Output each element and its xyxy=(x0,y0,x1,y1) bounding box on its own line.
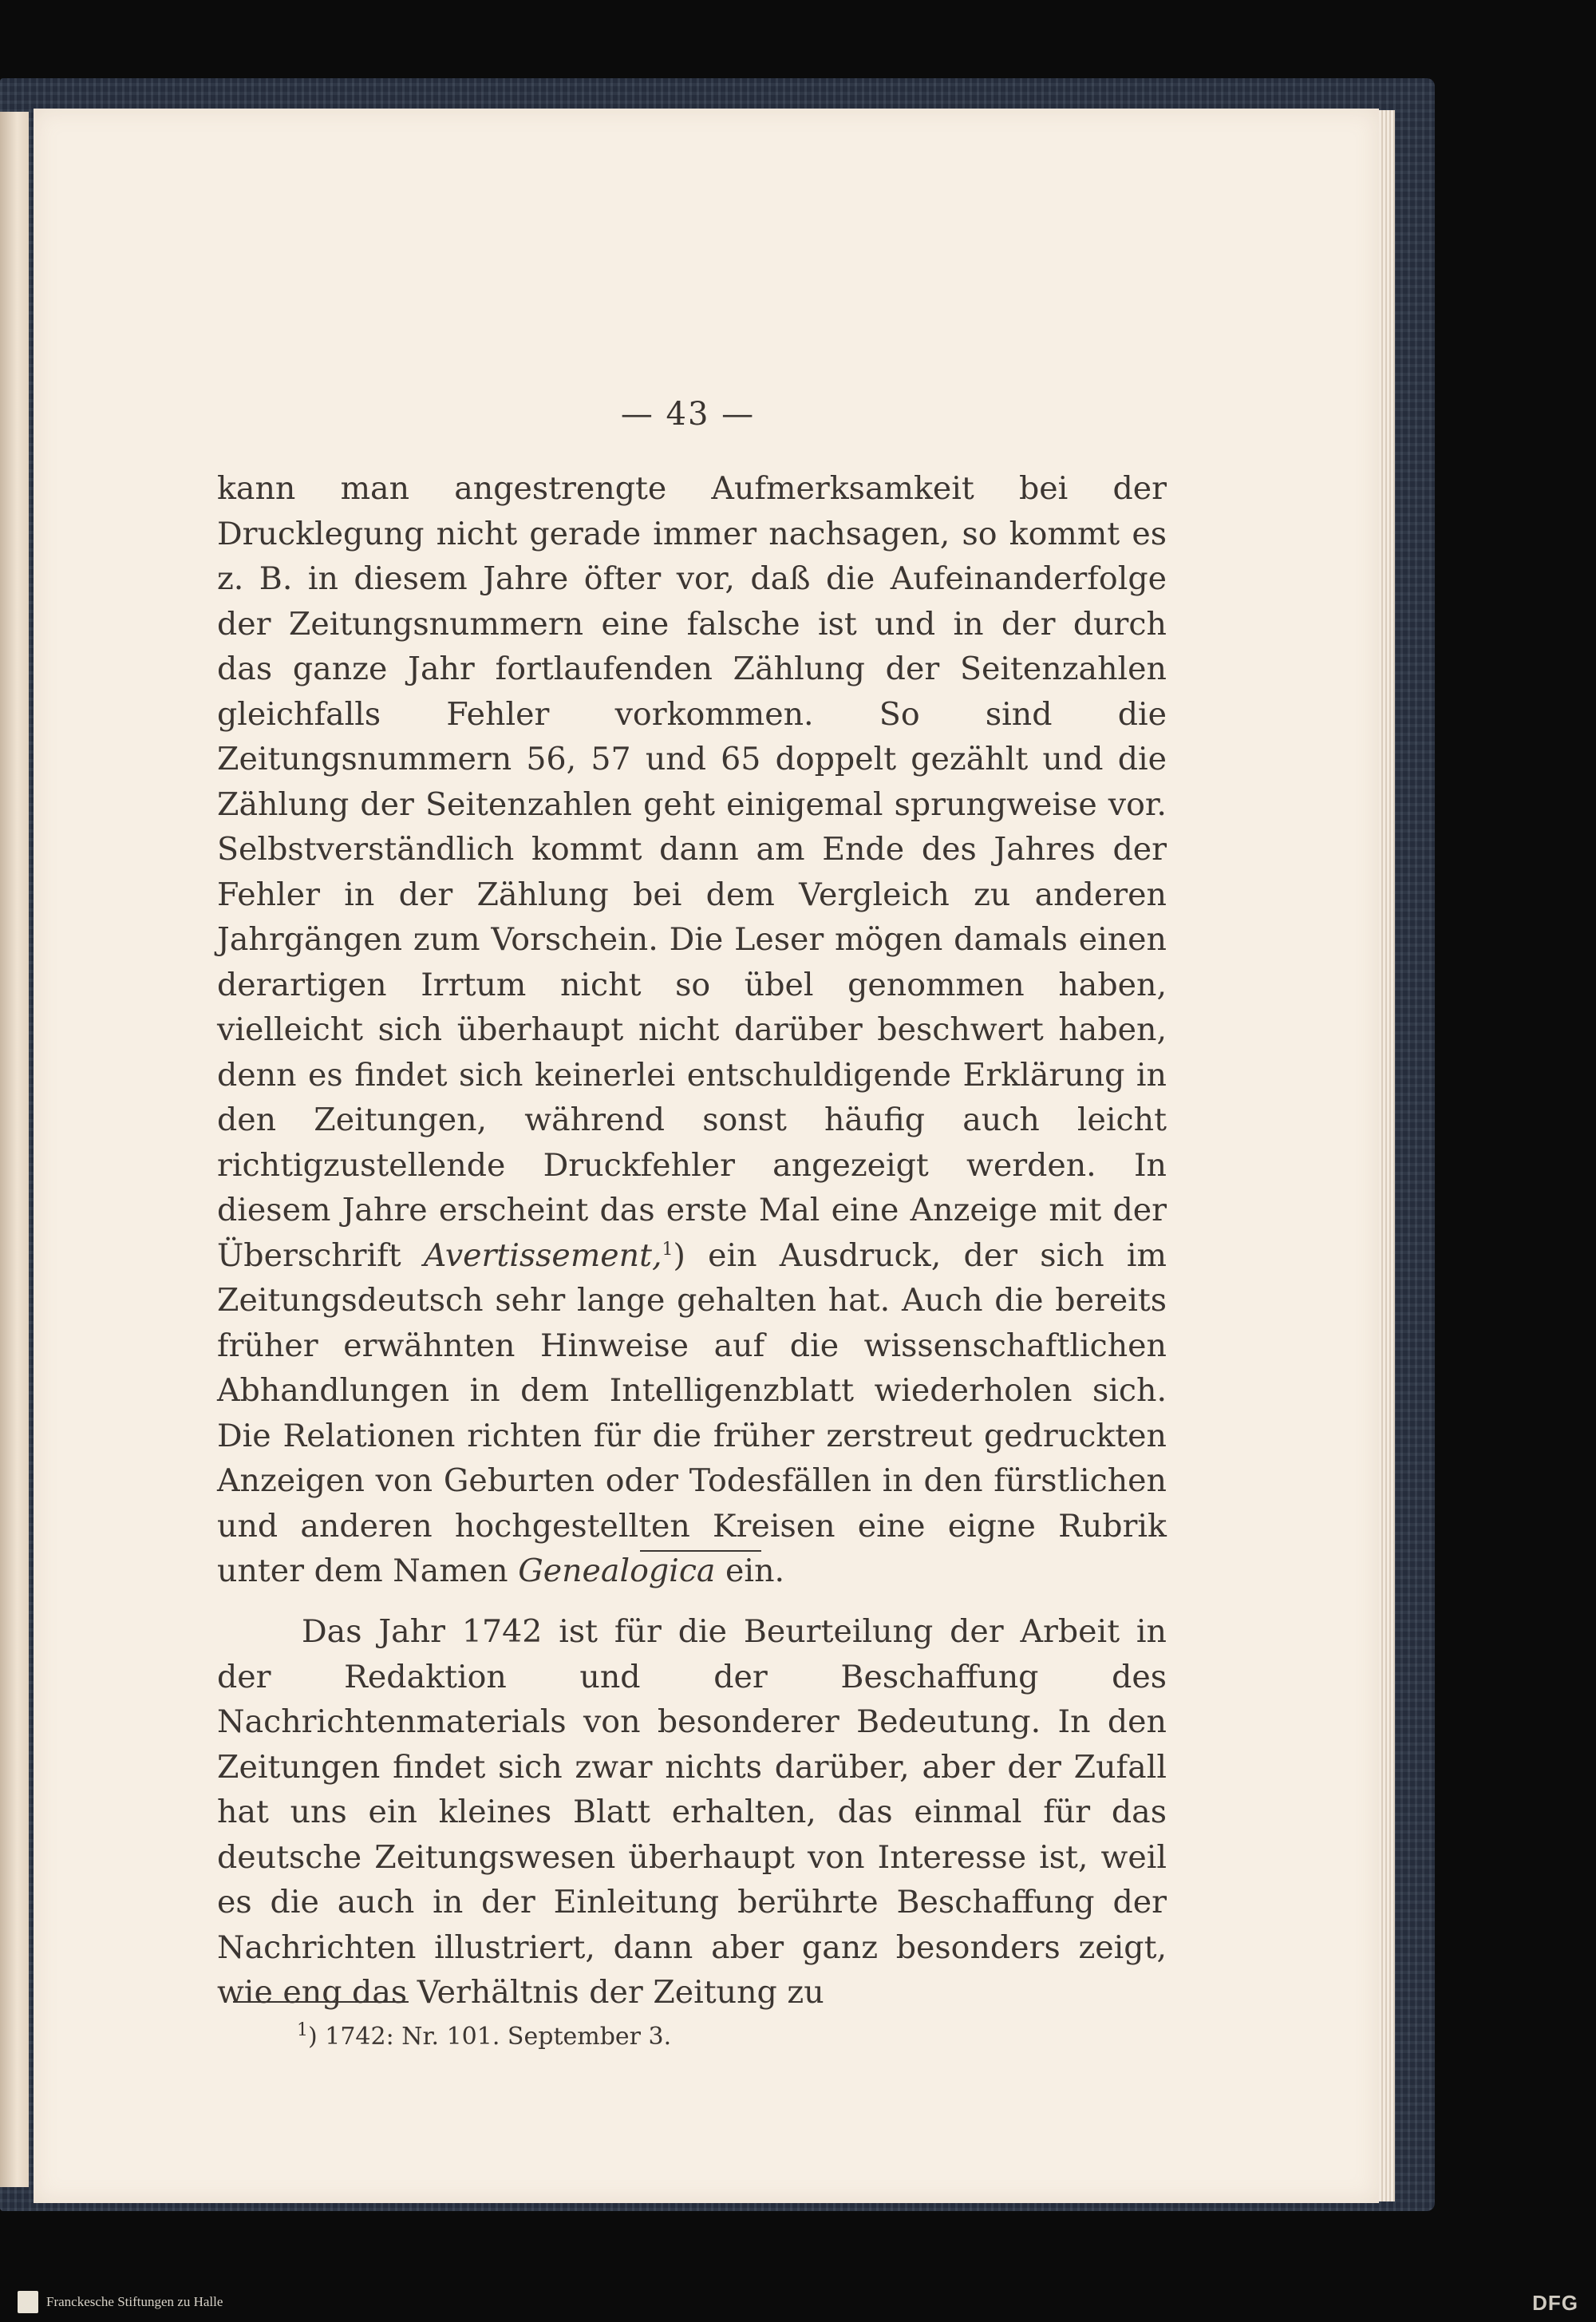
footnote-divider xyxy=(233,2001,409,2003)
footer-bar xyxy=(0,2283,1596,2322)
footnote-reference: 1 xyxy=(662,1239,674,1260)
page-number: — 43 — xyxy=(620,396,756,433)
dfg-logo: DFG xyxy=(1532,2291,1578,2315)
paragraph-1 xyxy=(217,466,1167,1594)
institution-name: Franckesche Stiftungen zu Halle xyxy=(46,2294,223,2309)
paragraph-2 xyxy=(217,1609,1167,2015)
genealogica-term: Genealogica xyxy=(518,1553,716,1589)
facing-page-edge xyxy=(0,112,29,2187)
book-page xyxy=(34,109,1379,2203)
footnote-text: ) 1742: Nr. 101. September 3. xyxy=(308,2023,672,2051)
paragraph-1-text-a: kann man angestrengte Aufmerksamkeit bei der Drucklegung nicht gerade immer nachsagen, so kommt es z. B. in diesem Jahre öfter vor, daß die Aufeinanderfolge der Zeitungsnummern eine falsche ist und in der durch das ganze Jahr fortlaufenden Zählung der Seitenzahlen gleichfalls Fehler vorkommen. So sind die Zeitungsnummern 56, 57 und 65 doppelt gezählt und die Zählung der Seitenzahlen geht einigemal sprungweise vor. Selbstverständlich kommt dann am Ende des Jahres der Fehler in der Zählung bei dem Vergleich zu anderen Jahrgängen zum Vorschein. Die Leser mögen damals einen derartigen Irrtum nicht so übel genommen haben, vielleicht sich überhaupt nicht darüber beschwert haben, denn es findet sich keinerlei entschuldigende Erklärung in den Zeitungen, während sonst häufig auch leicht richtigzustellende Druckfehler angezeigt werden. In diesem Jahre erscheint das erste Mal eine Anzeige mit der Überschrift xyxy=(217,470,1167,1274)
paragraph-1-text-b: ) ein Ausdruck, der sich im Zeitungsdeutsch sehr lange gehalten hat. Auch die bereits früher erwähnten Hinweise auf die wissenschaftlichen Abhandlungen in dem Intelligenzblatt wiederholen sich. Die Relationen richten für die früher zerstreut gedruckten Anzeigen von Geburten oder Todesfällen in den fürstlichen und anderen hochgestellten Kreisen eine eigne Rubrik unter dem Namen xyxy=(217,1236,1167,1589)
footnote xyxy=(297,2021,671,2053)
paragraph-1-text-end: ein. xyxy=(715,1553,785,1589)
section-divider xyxy=(640,1550,761,1552)
paragraph-2-text: Das Jahr 1742 ist für die Beurteilung der Arbeit in der Redaktion und der Beschaffung des Nachrichtenmaterials von besonderer Bedeutung. In den Zeitungen findet sich zwar nichts darüber, aber der Zufall hat uns ein kleines Blatt erhalten, das einmal für das deutsche Zeitungswesen überhaupt von Interesse ist, weil es die auch in der Einleitung berührte Beschaffung der Nachrichten illustriert, dann aber ganz besonders zeigt, wie eng das Verhältnis der Zeitung zu xyxy=(217,1613,1167,2011)
avertissement-term: Avertissement, xyxy=(423,1236,662,1274)
institution-logo-icon xyxy=(18,2291,38,2313)
footnote-marker: 1 xyxy=(297,2020,308,2040)
